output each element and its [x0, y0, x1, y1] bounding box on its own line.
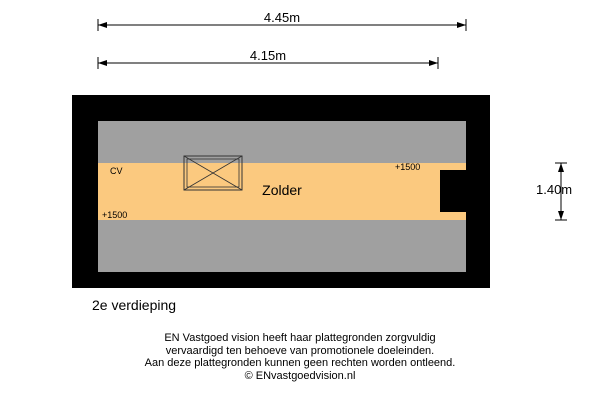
- height-dimension: [536, 163, 572, 220]
- disclaimer-line-2: vervaardigd ten behoeve van promotionele doeleinden.: [165, 344, 435, 357]
- cv-label: CV: [110, 166, 123, 176]
- height-mark-right: +1500: [395, 162, 421, 172]
- inner-width-label: 4.15m: [249, 48, 287, 63]
- inner-width-dimension: [98, 48, 438, 69]
- height-label: 1.40m: [536, 182, 573, 197]
- height-mark-left: +1500: [102, 210, 128, 220]
- disclaimer: [0, 332, 600, 382]
- room-name: Zolder: [262, 182, 302, 198]
- wall-notch: [440, 170, 466, 212]
- disclaimer-line-4: © ENvastgoedvision.nl: [244, 369, 356, 382]
- disclaimer-line-3: Aan deze plattegronden kunnen geen rechten worden ontleend.: [144, 357, 456, 369]
- outer-width-label: 4.45m: [263, 10, 301, 25]
- disclaimer-line-1: EN Vastgoed vision heeft haar plattegronden zorgvuldig: [164, 332, 436, 344]
- floor-label: 2e verdieping: [92, 297, 177, 313]
- outer-width-dimension: [98, 10, 466, 31]
